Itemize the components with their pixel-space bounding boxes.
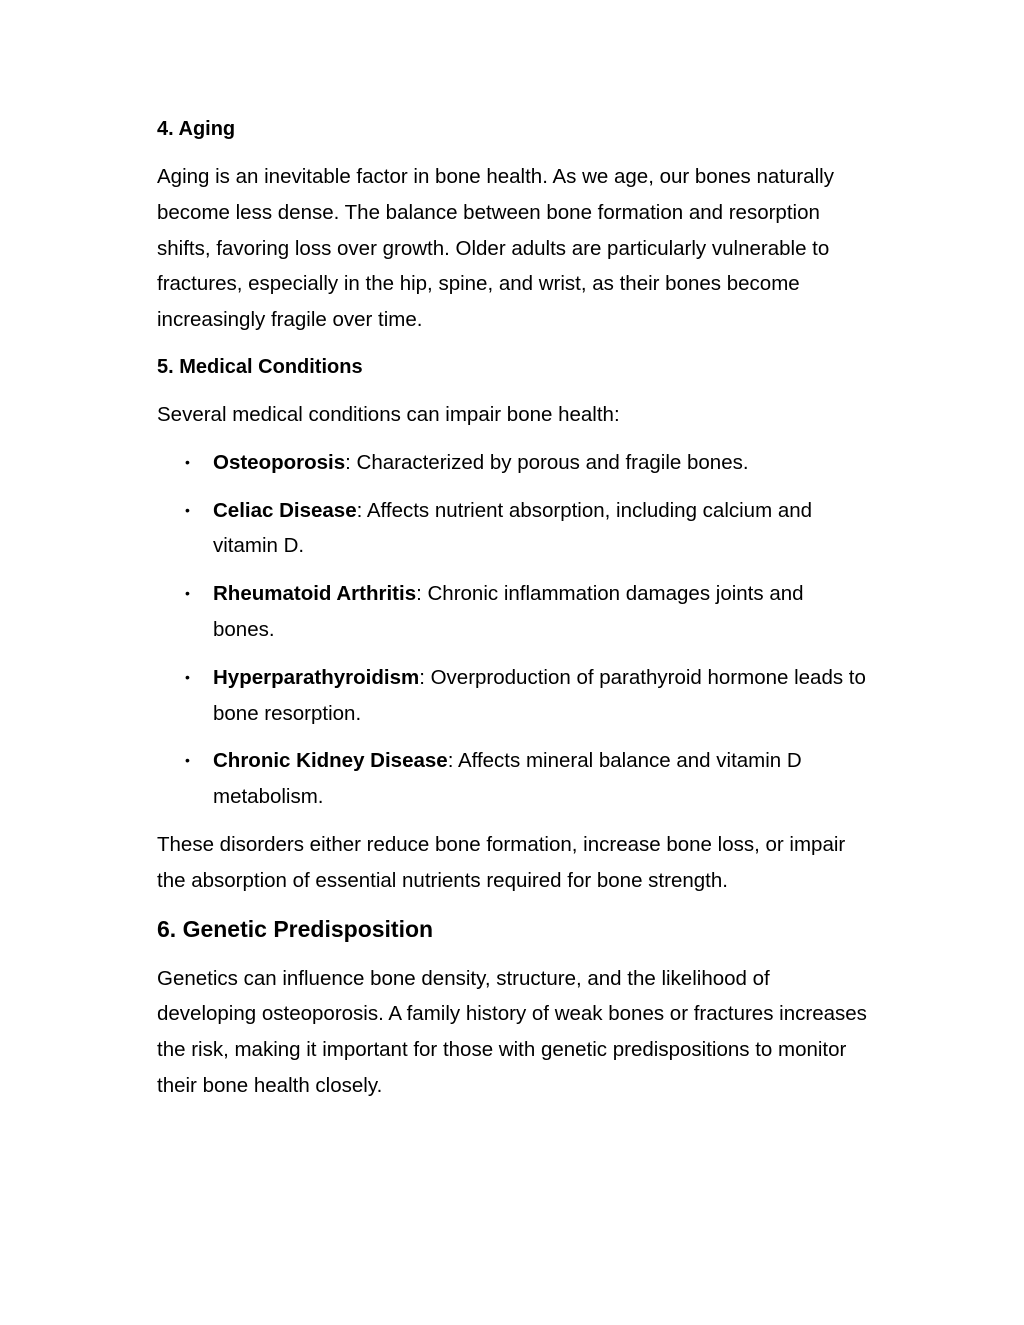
condition-term: Celiac Disease: [213, 498, 357, 522]
condition-description: : Characterized by porous and fragile bones.: [345, 450, 749, 474]
list-item: [157, 743, 867, 815]
bullet-icon: •: [185, 585, 190, 602]
medical-conditions-list: [157, 445, 867, 815]
list-item: [157, 493, 867, 565]
condition-term: Osteoporosis: [213, 450, 346, 474]
document-page: [157, 112, 867, 1116]
bullet-icon: •: [185, 752, 190, 769]
condition-description: : Chronic inflammation damages joints and bones.: [213, 582, 804, 641]
condition-description: : Overproduction of parathyroid hormone leads to bone resorption.: [213, 665, 866, 725]
list-item: [157, 660, 867, 732]
list-item: [157, 576, 867, 648]
condition-term: Rheumatoid Arthritis: [213, 582, 417, 606]
bullet-icon: •: [185, 668, 190, 685]
section-heading-medical-conditions: 5. Medical Conditions: [157, 355, 363, 378]
medical-outro-paragraph: These disorders either reduce bone formation, increase bone loss, or impair the absorption of essential nutrients required for bone strength.: [157, 832, 846, 892]
genetic-paragraph: Genetics can influence bone density, structure, and the likelihood of developing osteoporosis. A family history of weak bones or fractures increases the risk, making it important for those with genetic predispositions to monitor their bone health closely.: [157, 966, 867, 1097]
section-heading-genetic-predisposition: 6. Genetic Predisposition: [157, 915, 434, 942]
condition-description: : Affects mineral balance and vitamin D metabolism.: [213, 749, 802, 809]
condition-term: Chronic Kidney Disease: [213, 749, 448, 773]
medical-intro-paragraph: Several medical conditions can impair bone health:: [157, 402, 620, 426]
bullet-icon: •: [185, 501, 190, 518]
section-heading-aging: 4. Aging: [157, 118, 236, 140]
list-item: [157, 445, 867, 481]
bullet-icon: •: [185, 453, 190, 470]
condition-description: : Affects nutrient absorption, including calcium and vitamin D.: [213, 498, 813, 558]
aging-paragraph: Aging is an inevitable factor in bone health. As we age, our bones naturally become less dense. The balance between bone formation and resorption shifts, favoring loss over growth. Older adults are particularly vulnerable to fractures, especially in the hip, spine, and wrist, as their bones become increasingly fragile over time.: [157, 165, 834, 332]
condition-term: Hyperparathyroidism: [213, 665, 420, 689]
